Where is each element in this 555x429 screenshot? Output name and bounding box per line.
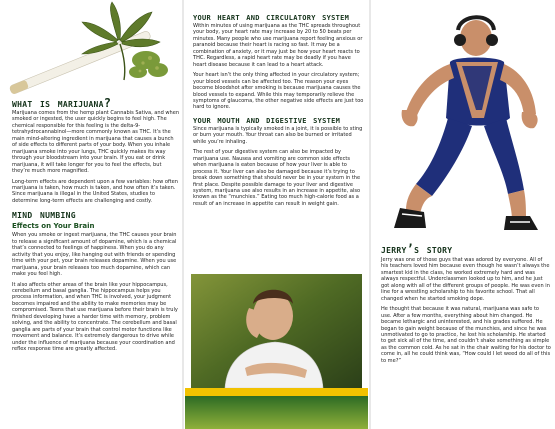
yellow-accent-bar [185, 388, 368, 396]
brain-paragraph-1: When you smoke or ingest marijuana, the THC causes your brain to release a significant amount of dopamine, which is a chemical that’s connected to feelings of happiness. When you do any activity that you enjoy, like hanging out with friends or spending time with your pet, your brain releases dopamine. When you use marijuana, your brain releases too much dopamine, which can make you feel high. [12, 232, 177, 278]
mouth-paragraph-2: The rest of your digestive system can also be impacted by marijuana use. Nausea and vomiting are common side effects when marijuana is eaten because of how your liver is able to process it. Your liver can also be damaged because it’s trying to break down something that should never be in your system in the first place. Despite possible damage to your liver and digestive system, marijuana use also results in an increase in appetite, also known as the “munchies.” Eating too much high-calorie food as a result of an increase in appetite can result in weight gain. [193, 149, 361, 207]
sick-teen-photo [185, 264, 368, 388]
column-divider-2 [369, 0, 371, 429]
brain-paragraph-2: It also affects other areas of the brain like your hippocampus, cerebellum and basal ganglia. The hippocampus helps you process information, and when THC is involved, your judgment becomes impaired and the ability to make memories may be compromised. Teens that use marijuana before their brain is truly finished developing have a harder time with memory, problem solving, and the ability to concentrate. The cerebellum and basal ganglia are parts of your brain that control motor functions like movement and balance. It’s extremely dangerous to drive while under the influence of marijuana because your coordination and reflex response time are greatly affected. [12, 281, 178, 353]
column-divider-1 [182, 0, 184, 429]
heart-paragraph-1: Within minutes of using marijuana as the THC spreads throughout your body, your heart rate may increase by 20 to 50 beats per minutes. Many people who use marijuana report feeling anxious or paranoid because their heart is racing so fast. It may be a combination of anxiety, or it may just be how your heart reacts to THC. Regardless, a rapid heart rate may be deadly if you have heart disease because it can lead to a heart attack. [193, 23, 363, 68]
green-accent-bar [185, 396, 368, 429]
sick-teen-illustration [185, 264, 368, 388]
story-paragraph-1: Jerry was one of those guys that was adored by everyone. All of his teachers loved him because even though he wasn’t always the smartest kid in the class, he worked extremely hard and was always respectful. Underclassmen looked up to him, and he just got along with all of the different groups of people. He was even in line for a wrestling scholarship to his favorite school. That all changed when he started smoking dope. [381, 257, 550, 302]
column-right [372, 0, 555, 429]
mouth-paragraph-1: Since marijuana is typically smoked in a joint, it is possible to sting or burn your mouth. Your throat can also be burned or irritated while you’re inhaling. [193, 125, 363, 145]
marijuana-section [12, 96, 180, 357]
heading-heart-circulatory: your heart and circulatory system [193, 12, 350, 23]
wrestler-illustration [372, 0, 555, 232]
heading-jerrys-story: jerry’s story [381, 242, 453, 256]
heading-mind-numbing: mind numbing [12, 207, 76, 222]
marijuana-leaf-illustration [0, 0, 182, 95]
subheading-effects-on-brain: Effects on Your Brain [12, 222, 95, 231]
marijuana-leaf-image [0, 0, 182, 95]
column-left [0, 0, 182, 429]
marijuana-paragraph-1: Marijuana comes from the hemp plant Cannabis Sativa, and when smoked or ingested, the user quickly begins to feel high. The chemical responsible for this feeling is the delta-9-tetrahydrocannabinol—more commonly known as THC. It’s the main mind-altering ingredient in marijuana that causes a bunch of side effects to different parts of your body. When you inhale marijuana smoke into your lungs, THC quickly makes its way through your bloodstream into your brain. If you eat or drink marijuana, it will take longer for you to feel the effects, but they’re much more magnified. [12, 110, 180, 175]
wrestler-photo [372, 0, 555, 232]
heading-what-is-marijuana: what is marijuana? [12, 96, 112, 110]
heading-mouth-digestive: your mouth and digestive system [193, 114, 341, 126]
column-middle [185, 0, 368, 429]
marijuana-paragraph-2: Long-term effects are dependent upon a few variables: how often marijuana is taken, how much is taken, and how often it’s taken. Since marijuana is illegal in the United States, studies to determine long-term effects are challenging and costly. [12, 178, 178, 204]
story-paragraph-2: He thought that because it was natural, marijuana was safe to use. After a few months, everything about him changed. He became lethargic and uninterested, and his grades suffered. He began to gain weight because of the munchies, and since he was unmotivated to go to practice, he lost his scholarship. He started to get sick all of the time, and couldn’t shake something as simple as the common cold. As he sat in the chair waiting for his doctor to come in, all he could think was, “How could I let weed do all of this to me?” [381, 306, 551, 364]
heart-section [193, 12, 365, 211]
heart-paragraph-2: Your heart isn’t the only thing affected in your circulatory system; your blood vessels can be affected too. The reason your eyes become bloodshot after smoking is because marijuana causes the blood vessels to expand. While this may temporarily relieve the symptoms of glaucoma, the other negative side effects are just too hard to ignore. [193, 72, 364, 111]
jerry-story-section [381, 242, 551, 368]
